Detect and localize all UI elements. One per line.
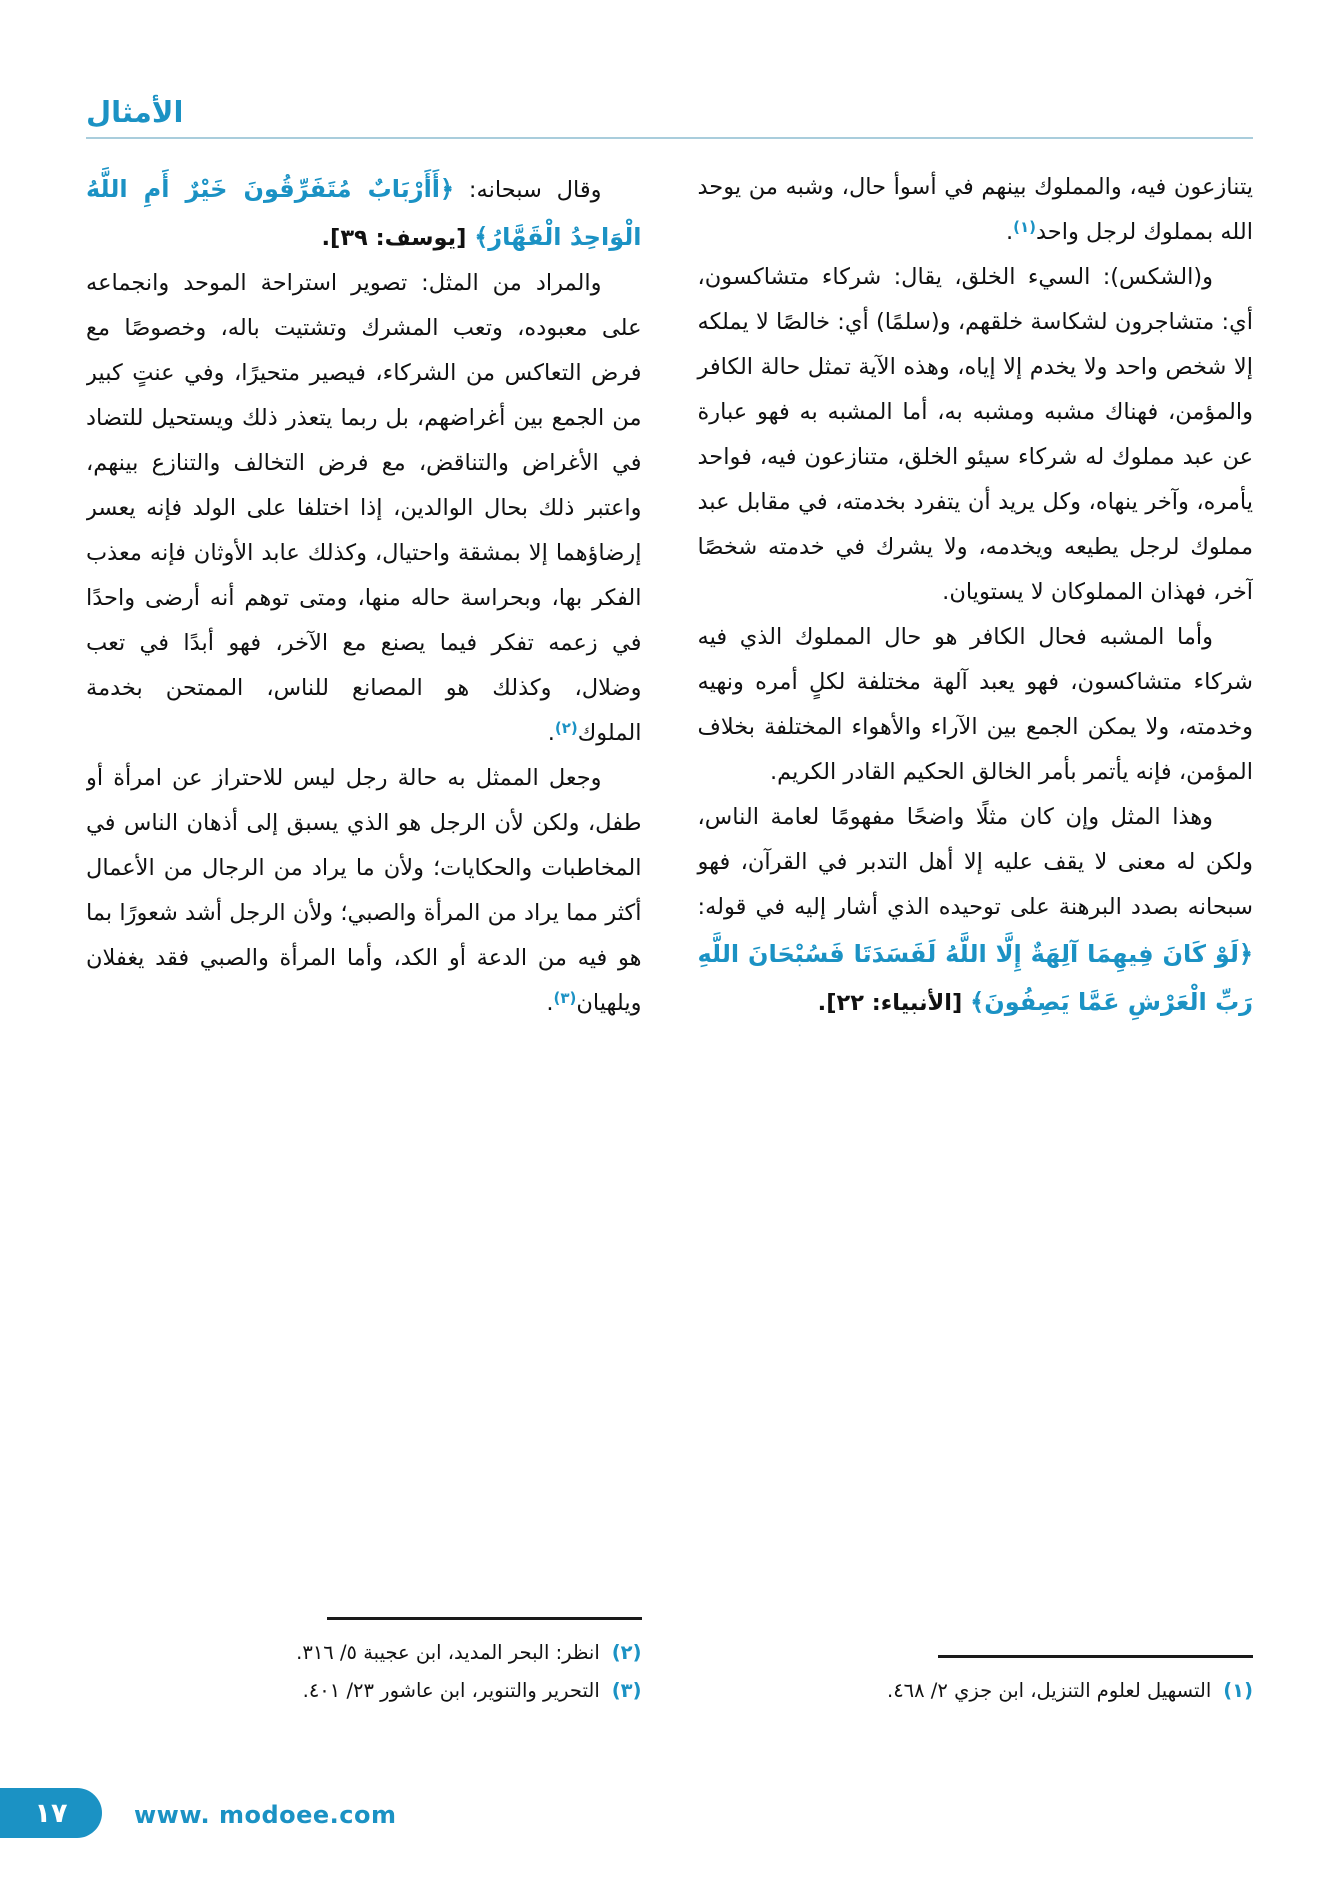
column-body (86, 165, 642, 1026)
footnote-separator (938, 1655, 1253, 1658)
footnote-number: (١) (1223, 1678, 1253, 1702)
paragraph (698, 165, 1254, 255)
website-url: www. modoee.com (134, 1801, 397, 1829)
footnotes-block (698, 1649, 1254, 1710)
body-text: . (1005, 219, 1014, 245)
column-body (698, 165, 1254, 1026)
page-header-title: الأمثال (86, 95, 184, 129)
verse-citation: [يوسف: ٣٩]. (321, 225, 475, 251)
column-left (86, 165, 642, 1710)
footnote-ref: (١) (1013, 218, 1036, 236)
header-divider (86, 137, 1253, 139)
page-number-badge (0, 1788, 102, 1838)
footnote (86, 1634, 642, 1672)
paragraph (86, 165, 642, 261)
footnote (698, 1672, 1254, 1710)
body-text: . (546, 990, 554, 1016)
paragraph (698, 255, 1254, 615)
quran-verse: ﴿لَوْ كَانَ فِيهِمَا آلِهَةٌ إِلَّا اللَّهُ لَفَسَدَتَا فَسُبْحَانَ اللَّهِ رَبِّ الْعَرْشِ عَمَّا يَصِفُونَ﴾ (697, 940, 1253, 1016)
footnote (86, 1672, 642, 1710)
footnote-text: انظر: البحر المديد، ابن عجيبة ٥/ ٣١٦. (296, 1640, 600, 1664)
paragraph (698, 615, 1254, 795)
body-text: وجعل الممثل به حالة رجل ليس للاحتراز عن امرأة أو طفل، ولكن لأن الرجل هو الذي يسبق إلى أذهان الناس في المخاطبات والحكايات؛ ولأن ما يراد من الرجال من الأعمال أكثر مما يراد من المرأة والصبي؛ ولأن الرجل أشد شعورًا بما هو فيه من الدعة أو الكد، وأما المرأة والصبي فقد يغفلان ويلهيان (86, 765, 642, 1016)
body-text: يتنازعون فيه، والمملوك بينهم في أسوأ حال، وشبه من يوحد الله بمملوك لرجل واحد (697, 174, 1253, 245)
footnote-ref: (٣) (553, 989, 577, 1007)
footnote-text: التحرير والتنوير، ابن عاشور ٢٣/ ٤٠١. (302, 1678, 600, 1702)
body-text: و(الشكس): السيء الخلق، يقال: شركاء متشاكسون، أي: متشاجرون لشكاسة خلقهم، و(سلمًا) أي: خالصًا لا يملكه إلا شخص واحد ولا يخدم إلا إياه، وهذه الآية تمثل حالة الكافر والمؤمن، فهناك مشبه ومشبه به، أما المشبه به فهو عبارة عن عبد مملوك له شركاء سيئو الخلق، متنازعون فيه، فواحد يأمره، وآخر ينهاه، وكل يريد أن يتفرد بخدمته، في مقابل عبد مملوك لرجل يطيعه ويخدمه، ولا يشرك في خدمته شخصًا آخر، فهذان المملوكان لا يستويان. (697, 264, 1253, 605)
paragraph (86, 261, 642, 756)
text-columns (86, 165, 1253, 1710)
verse-citation: [الأنبياء: ٢٢]. (817, 990, 971, 1016)
body-text: وهذا المثل وإن كان مثلًا واضحًا مفهومًا لعامة الناس، ولكن له معنى لا يقف عليه إلا أهل التدبر في القرآن، فهو سبحانه بصدد البرهنة على توحيده الذي أشار إليه في قوله: (697, 804, 1253, 920)
body-text: . (547, 720, 555, 746)
column-right (698, 165, 1254, 1710)
footnote-number: (٢) (611, 1640, 642, 1664)
paragraph (698, 795, 1254, 1026)
footnote-number: (٣) (611, 1678, 642, 1702)
footnote-ref: (٢) (554, 719, 578, 737)
page-number: ١٧ (34, 1797, 68, 1829)
page-header (86, 95, 1253, 139)
footnotes-block (86, 1611, 642, 1710)
body-text: والمراد من المثل: تصوير استراحة الموحد وانجماعه على معبوده، وتعب المشرك وتشتيت باله، وخصوصًا مع فرض التعاكس من الشركاء، فيصير متحيرًا، وفي عنتٍ كبير من الجمع بين أغراضهم، بل ربما يتعذر ذلك ويستحيل للتضاد في الأغراض والتناقض، مع فرض التخالف والتنازع بينهم، واعتبر ذلك بحال الوالدين، إذا اختلفا على الولد فإنه يعسر إرضاؤهما إلا بمشقة واحتيال، وكذلك عابد الأوثان فإنه معذب الفكر بها، وبحراسة حاله منها، ومتى توهم أنه أرضى واحدًا في زعمه تفكر فيما يصنع مع الآخر، فهو أبدًا في تعب وضلال، وكذلك هو المصانع للناس، الممتحن بخدمة الملوك (86, 270, 642, 746)
paragraph (86, 756, 642, 1026)
body-text: وقال سبحانه: (454, 177, 602, 203)
footnote-separator (327, 1617, 642, 1620)
body-text: وأما المشبه فحال الكافر هو حال المملوك الذي فيه شركاء متشاكسون، فهو يعبد آلهة مختلفة لكلٍ أمره ونهيه وخدمته، ولا يمكن الجمع بين الآراء والأهواء المختلفة بخلاف المؤمن، فإنه يأتمر بأمر الخالق الحكيم القادر الكريم. (697, 624, 1253, 785)
footnote-text: التسهيل لعلوم التنزيل، ابن جزي ٢/ ٤٦٨. (886, 1678, 1212, 1702)
quran-verse: ﴿أَأَرْبَابٌ مُتَفَرِّقُونَ خَيْرٌ أَمِ اللَّهُ الْوَاحِدُ الْقَهَّارُ﴾ (86, 175, 642, 251)
